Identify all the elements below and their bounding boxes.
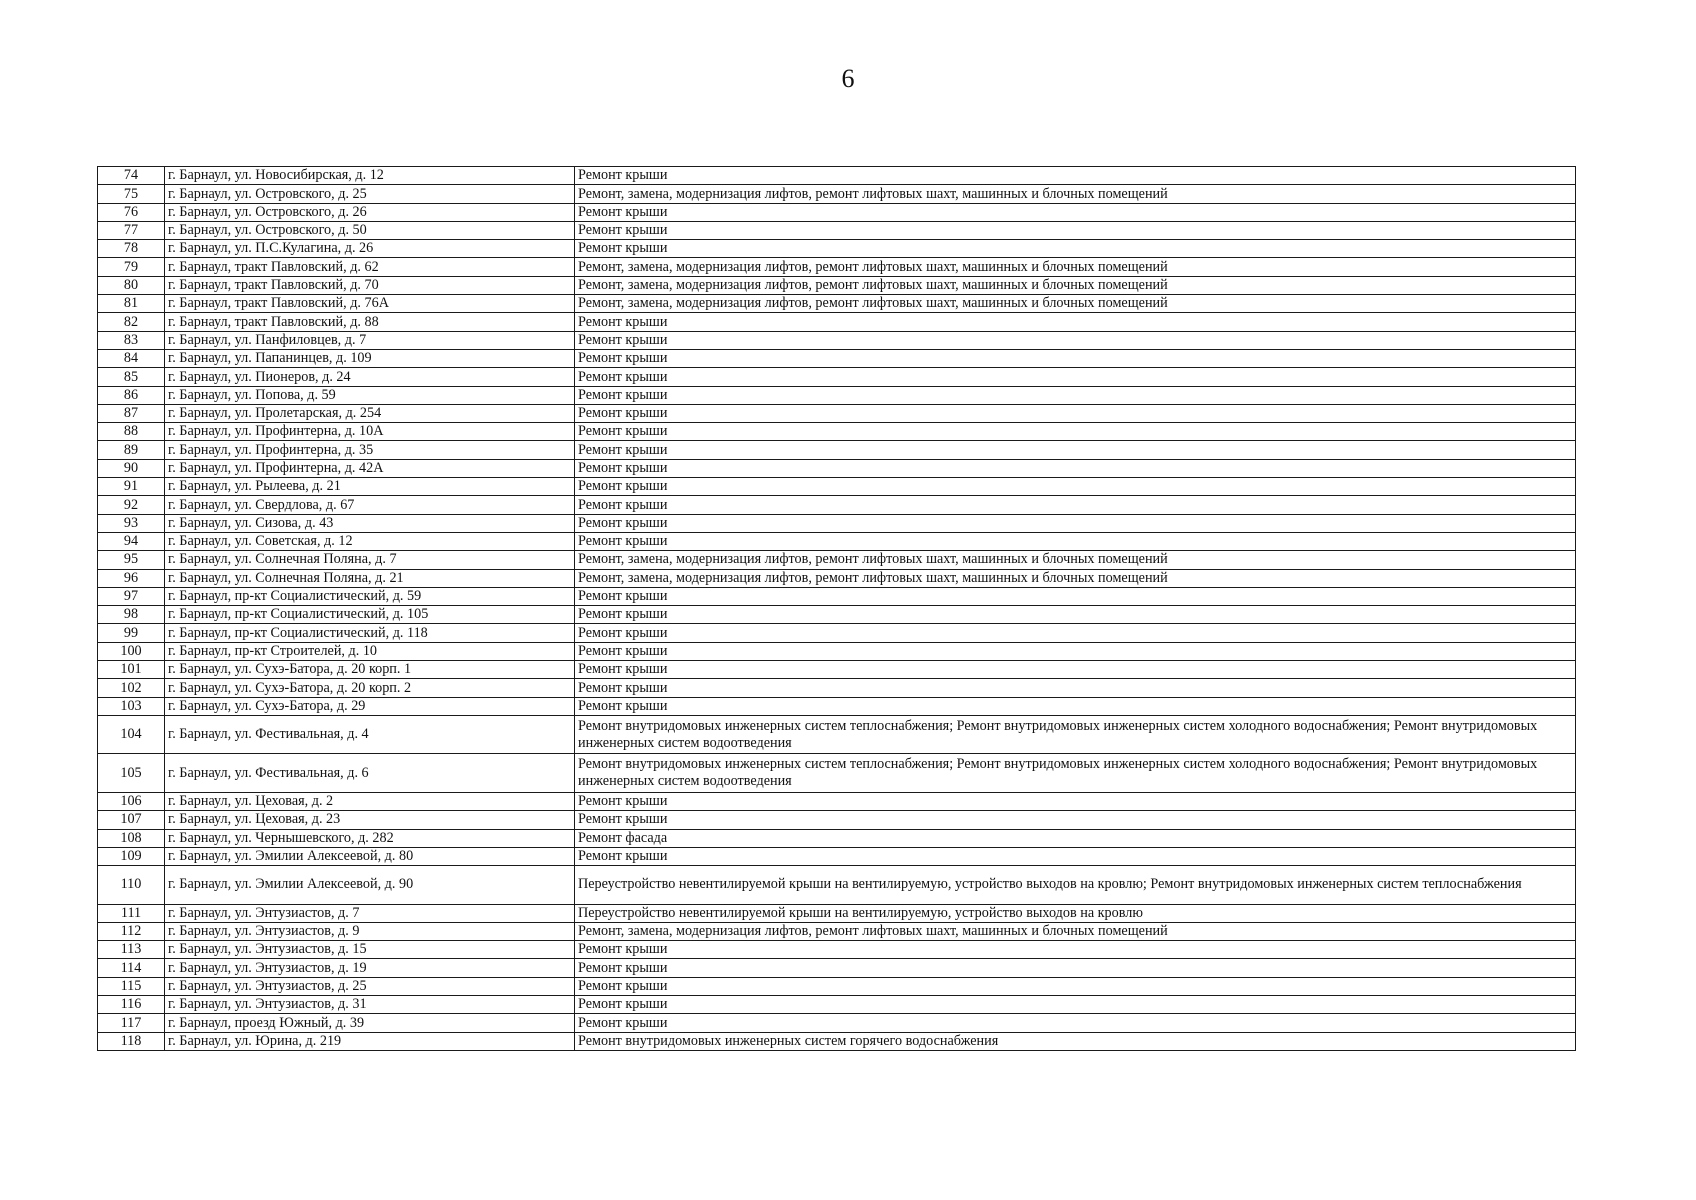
work-type-cell: Переустройство невентилируемой крыши на вентилируемую, устройство выходов на кровлю; Ремонт внутридомовых инженерных систем теплоснабжения	[575, 866, 1576, 905]
work-type-cell: Ремонт крыши	[575, 441, 1576, 459]
address-cell: г. Барнаул, пр-кт Строителей, д. 10	[165, 642, 575, 660]
work-type-cell: Ремонт крыши	[575, 642, 1576, 660]
address-cell: г. Барнаул, ул. Фестивальная, д. 4	[165, 715, 575, 754]
row-number-cell: 86	[98, 386, 165, 404]
address-cell: г. Барнаул, тракт Павловский, д. 76А	[165, 295, 575, 313]
row-number-cell: 92	[98, 496, 165, 514]
address-cell: г. Барнаул, ул. Чернышевского, д. 282	[165, 829, 575, 847]
work-type-cell: Ремонт крыши	[575, 811, 1576, 829]
row-number-cell: 76	[98, 203, 165, 221]
work-type-cell: Ремонт крыши	[575, 386, 1576, 404]
row-number-cell: 104	[98, 715, 165, 754]
work-type-cell: Ремонт крыши	[575, 532, 1576, 550]
table-row	[98, 240, 1576, 258]
address-cell: г. Барнаул, ул. Новосибирская, д. 12	[165, 167, 575, 185]
work-type-cell: Ремонт внутридомовых инженерных систем горячего водоснабжения	[575, 1032, 1576, 1050]
address-cell: г. Барнаул, ул. Сухэ-Батора, д. 29	[165, 697, 575, 715]
row-number-cell: 109	[98, 847, 165, 865]
table-row	[98, 404, 1576, 422]
table-row	[98, 811, 1576, 829]
work-type-cell: Ремонт крыши	[575, 459, 1576, 477]
table-row	[98, 904, 1576, 922]
work-type-cell: Ремонт крыши	[575, 606, 1576, 624]
address-cell: г. Барнаул, тракт Павловский, д. 88	[165, 313, 575, 331]
table-row	[98, 829, 1576, 847]
work-type-cell: Ремонт крыши	[575, 167, 1576, 185]
work-type-cell: Ремонт крыши	[575, 221, 1576, 239]
row-number-cell: 94	[98, 532, 165, 550]
address-cell: г. Барнаул, ул. Сизова, д. 43	[165, 514, 575, 532]
work-type-cell: Ремонт крыши	[575, 331, 1576, 349]
row-number-cell: 79	[98, 258, 165, 276]
row-number-cell: 98	[98, 606, 165, 624]
table-row	[98, 569, 1576, 587]
row-number-cell: 77	[98, 221, 165, 239]
row-number-cell: 88	[98, 423, 165, 441]
address-cell: г. Барнаул, ул. Эмилии Алексеевой, д. 90	[165, 866, 575, 905]
address-cell: г. Барнаул, ул. Энтузиастов, д. 15	[165, 941, 575, 959]
address-cell: г. Барнаул, ул. Пролетарская, д. 254	[165, 404, 575, 422]
work-type-cell: Ремонт, замена, модернизация лифтов, ремонт лифтовых шахт, машинных и блочных помещений	[575, 551, 1576, 569]
row-number-cell: 101	[98, 661, 165, 679]
row-number-cell: 85	[98, 368, 165, 386]
row-number-cell: 108	[98, 829, 165, 847]
work-type-cell: Ремонт крыши	[575, 478, 1576, 496]
work-type-cell: Ремонт крыши	[575, 514, 1576, 532]
row-number-cell: 83	[98, 331, 165, 349]
row-number-cell: 81	[98, 295, 165, 313]
works-table	[97, 166, 1576, 1051]
table-row	[98, 922, 1576, 940]
address-cell: г. Барнаул, ул. Островского, д. 25	[165, 185, 575, 203]
table-row	[98, 866, 1576, 905]
work-type-cell: Ремонт крыши	[575, 587, 1576, 605]
work-type-cell: Ремонт, замена, модернизация лифтов, ремонт лифтовых шахт, машинных и блочных помещений	[575, 185, 1576, 203]
row-number-cell: 116	[98, 996, 165, 1014]
table-row	[98, 977, 1576, 995]
work-type-cell: Ремонт, замена, модернизация лифтов, ремонт лифтовых шахт, машинных и блочных помещений	[575, 276, 1576, 294]
table-row	[98, 587, 1576, 605]
row-number-cell: 115	[98, 977, 165, 995]
address-cell: г. Барнаул, ул. Цеховая, д. 2	[165, 792, 575, 810]
row-number-cell: 82	[98, 313, 165, 331]
work-type-cell: Ремонт крыши	[575, 996, 1576, 1014]
row-number-cell: 80	[98, 276, 165, 294]
address-cell: г. Барнаул, ул. Пионеров, д. 24	[165, 368, 575, 386]
work-type-cell: Ремонт крыши	[575, 203, 1576, 221]
table-row	[98, 276, 1576, 294]
work-type-cell: Ремонт крыши	[575, 496, 1576, 514]
row-number-cell: 114	[98, 959, 165, 977]
address-cell: г. Барнаул, ул. Островского, д. 26	[165, 203, 575, 221]
address-cell: г. Барнаул, ул. Цеховая, д. 23	[165, 811, 575, 829]
work-type-cell: Ремонт крыши	[575, 423, 1576, 441]
table-row	[98, 661, 1576, 679]
work-type-cell: Ремонт крыши	[575, 697, 1576, 715]
table-row	[98, 1014, 1576, 1032]
table-row	[98, 349, 1576, 367]
table-row	[98, 514, 1576, 532]
address-cell: г. Барнаул, ул. Профинтерна, д. 42А	[165, 459, 575, 477]
work-type-cell: Переустройство невентилируемой крыши на вентилируемую, устройство выходов на кровлю	[575, 904, 1576, 922]
table-row	[98, 185, 1576, 203]
row-number-cell: 89	[98, 441, 165, 459]
row-number-cell: 113	[98, 941, 165, 959]
row-number-cell: 75	[98, 185, 165, 203]
work-type-cell: Ремонт крыши	[575, 977, 1576, 995]
table-row	[98, 423, 1576, 441]
row-number-cell: 118	[98, 1032, 165, 1050]
table-row	[98, 368, 1576, 386]
row-number-cell: 95	[98, 551, 165, 569]
row-number-cell: 105	[98, 754, 165, 793]
table-row	[98, 715, 1576, 754]
address-cell: г. Барнаул, ул. Солнечная Поляна, д. 7	[165, 551, 575, 569]
work-type-cell: Ремонт, замена, модернизация лифтов, ремонт лифтовых шахт, машинных и блочных помещений	[575, 295, 1576, 313]
work-type-cell: Ремонт внутридомовых инженерных систем теплоснабжения; Ремонт внутридомовых инженерных систем холодного водоснабжения; Ремонт внутридомовых инженерных систем водоотведения	[575, 715, 1576, 754]
row-number-cell: 103	[98, 697, 165, 715]
row-number-cell: 107	[98, 811, 165, 829]
table-row	[98, 331, 1576, 349]
table-row	[98, 624, 1576, 642]
table-row	[98, 258, 1576, 276]
row-number-cell: 93	[98, 514, 165, 532]
address-cell: г. Барнаул, ул. Островского, д. 50	[165, 221, 575, 239]
work-type-cell: Ремонт фасада	[575, 829, 1576, 847]
address-cell: г. Барнаул, ул. Профинтерна, д. 10А	[165, 423, 575, 441]
row-number-cell: 87	[98, 404, 165, 422]
row-number-cell: 84	[98, 349, 165, 367]
table-row	[98, 642, 1576, 660]
page-number: 6	[841, 64, 855, 93]
row-number-cell: 117	[98, 1014, 165, 1032]
table-row	[98, 959, 1576, 977]
address-cell: г. Барнаул, ул. Энтузиастов, д. 9	[165, 922, 575, 940]
address-cell: г. Барнаул, проезд Южный, д. 39	[165, 1014, 575, 1032]
row-number-cell: 96	[98, 569, 165, 587]
work-type-cell: Ремонт внутридомовых инженерных систем теплоснабжения; Ремонт внутридомовых инженерных систем холодного водоснабжения; Ремонт внутридомовых инженерных систем водоотведения	[575, 754, 1576, 793]
address-cell: г. Барнаул, ул. Эмилии Алексеевой, д. 80	[165, 847, 575, 865]
row-number-cell: 106	[98, 792, 165, 810]
work-type-cell: Ремонт крыши	[575, 847, 1576, 865]
work-type-cell: Ремонт, замена, модернизация лифтов, ремонт лифтовых шахт, машинных и блочных помещений	[575, 569, 1576, 587]
address-cell: г. Барнаул, ул. Сухэ-Батора, д. 20 корп. 2	[165, 679, 575, 697]
works-table-container	[97, 166, 1575, 1051]
work-type-cell: Ремонт, замена, модернизация лифтов, ремонт лифтовых шахт, машинных и блочных помещений	[575, 258, 1576, 276]
address-cell: г. Барнаул, ул. Свердлова, д. 67	[165, 496, 575, 514]
work-type-cell: Ремонт крыши	[575, 404, 1576, 422]
address-cell: г. Барнаул, тракт Павловский, д. 62	[165, 258, 575, 276]
table-row	[98, 754, 1576, 793]
address-cell: г. Барнаул, ул. Солнечная Поляна, д. 21	[165, 569, 575, 587]
table-row	[98, 313, 1576, 331]
work-type-cell: Ремонт крыши	[575, 679, 1576, 697]
table-row	[98, 532, 1576, 550]
address-cell: г. Барнаул, пр-кт Социалистический, д. 59	[165, 587, 575, 605]
work-type-cell: Ремонт крыши	[575, 368, 1576, 386]
work-type-cell: Ремонт крыши	[575, 661, 1576, 679]
work-type-cell: Ремонт крыши	[575, 624, 1576, 642]
row-number-cell: 112	[98, 922, 165, 940]
address-cell: г. Барнаул, пр-кт Социалистический, д. 105	[165, 606, 575, 624]
table-row	[98, 941, 1576, 959]
work-type-cell: Ремонт, замена, модернизация лифтов, ремонт лифтовых шахт, машинных и блочных помещений	[575, 922, 1576, 940]
address-cell: г. Барнаул, тракт Павловский, д. 70	[165, 276, 575, 294]
address-cell: г. Барнаул, ул. Энтузиастов, д. 31	[165, 996, 575, 1014]
table-row	[98, 496, 1576, 514]
table-row	[98, 551, 1576, 569]
address-cell: г. Барнаул, ул. Советская, д. 12	[165, 532, 575, 550]
address-cell: г. Барнаул, ул. Профинтерна, д. 35	[165, 441, 575, 459]
table-row	[98, 996, 1576, 1014]
row-number-cell: 90	[98, 459, 165, 477]
table-row	[98, 459, 1576, 477]
address-cell: г. Барнаул, ул. Попова, д. 59	[165, 386, 575, 404]
address-cell: г. Барнаул, ул. Энтузиастов, д. 19	[165, 959, 575, 977]
address-cell: г. Барнаул, ул. Панфиловцев, д. 7	[165, 331, 575, 349]
works-table-body	[98, 167, 1576, 1051]
table-row	[98, 386, 1576, 404]
address-cell: г. Барнаул, ул. Энтузиастов, д. 7	[165, 904, 575, 922]
work-type-cell: Ремонт крыши	[575, 959, 1576, 977]
table-row	[98, 679, 1576, 697]
work-type-cell: Ремонт крыши	[575, 349, 1576, 367]
address-cell: г. Барнаул, ул. Фестивальная, д. 6	[165, 754, 575, 793]
row-number-cell: 91	[98, 478, 165, 496]
address-cell: г. Барнаул, ул. П.С.Кулагина, д. 26	[165, 240, 575, 258]
row-number-cell: 97	[98, 587, 165, 605]
table-row	[98, 295, 1576, 313]
address-cell: г. Барнаул, ул. Папанинцев, д. 109	[165, 349, 575, 367]
table-row	[98, 167, 1576, 185]
work-type-cell: Ремонт крыши	[575, 1014, 1576, 1032]
table-row	[98, 441, 1576, 459]
row-number-cell: 99	[98, 624, 165, 642]
row-number-cell: 78	[98, 240, 165, 258]
table-row	[98, 792, 1576, 810]
row-number-cell: 102	[98, 679, 165, 697]
address-cell: г. Барнаул, ул. Сухэ-Батора, д. 20 корп. 1	[165, 661, 575, 679]
table-row	[98, 478, 1576, 496]
table-row	[98, 847, 1576, 865]
table-row	[98, 606, 1576, 624]
table-row	[98, 697, 1576, 715]
address-cell: г. Барнаул, ул. Энтузиастов, д. 25	[165, 977, 575, 995]
row-number-cell: 74	[98, 167, 165, 185]
row-number-cell: 110	[98, 866, 165, 905]
table-row	[98, 203, 1576, 221]
address-cell: г. Барнаул, ул. Рылеева, д. 21	[165, 478, 575, 496]
work-type-cell: Ремонт крыши	[575, 240, 1576, 258]
work-type-cell: Ремонт крыши	[575, 792, 1576, 810]
row-number-cell: 111	[98, 904, 165, 922]
table-row	[98, 1032, 1576, 1050]
address-cell: г. Барнаул, ул. Юрина, д. 219	[165, 1032, 575, 1050]
address-cell: г. Барнаул, пр-кт Социалистический, д. 118	[165, 624, 575, 642]
work-type-cell: Ремонт крыши	[575, 941, 1576, 959]
work-type-cell: Ремонт крыши	[575, 313, 1576, 331]
row-number-cell: 100	[98, 642, 165, 660]
table-row	[98, 221, 1576, 239]
